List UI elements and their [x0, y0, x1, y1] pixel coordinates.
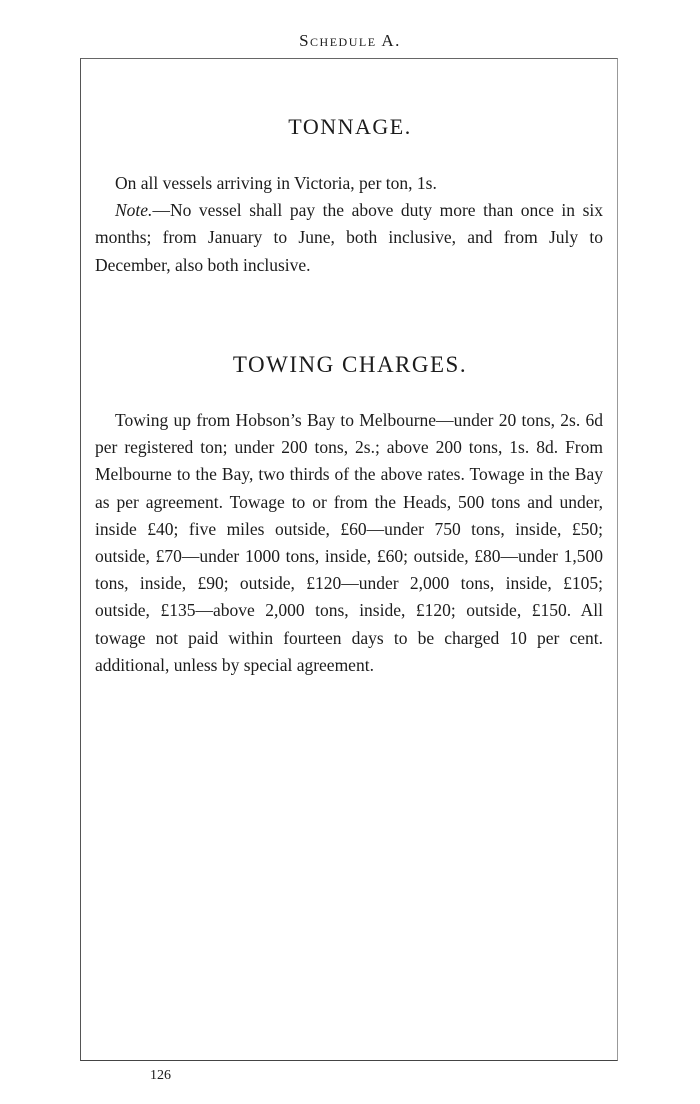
page-number: 126	[150, 1068, 171, 1083]
towing-charges-text: Towing up from Hobson’s Bay to Melbourne—under 20 tons, 2s. 6d per registered ton; under 200 tons, 2s.; above 200 tons, 1s. 8d. From Melbourne to the Bay, two thirds of the above rates. Towage in the Bay as per agreement. Towage to or from the Heads, 500 tons and under, inside £40; five miles outside, £60—under 750 tons, inside, £50; outside, £70—under 1000 tons, inside, £60; outside, £80—under 1,500 tons, inside, £90; outside, £120—under 2,000 tons, inside, £105; outside, £135—above 2,000 tons, inside, £120; outside, £150. All towage not paid within fourteen days to be charged 10 per cent. additional, unless by special agreement.	[95, 410, 603, 675]
tonnage-title: TONNAGE.	[288, 114, 412, 139]
schedule-heading: Schedule A.	[299, 31, 401, 50]
towing-charges-section	[95, 407, 603, 679]
tonnage-section	[95, 170, 603, 279]
note-label: Note.	[115, 200, 153, 221]
tonnage-note	[95, 197, 603, 279]
tonnage-rate-line	[95, 170, 603, 197]
towing-charges-title: TOWING CHARGES.	[232, 352, 468, 377]
note-text: —No vessel shall pay the above duty more than once in six months; from January to June, both inclusive, and from July to December, also both inclusive.	[95, 200, 603, 275]
tonnage-rate-text: On all vessels arriving in Victoria, per ton, 1s.	[115, 173, 437, 193]
